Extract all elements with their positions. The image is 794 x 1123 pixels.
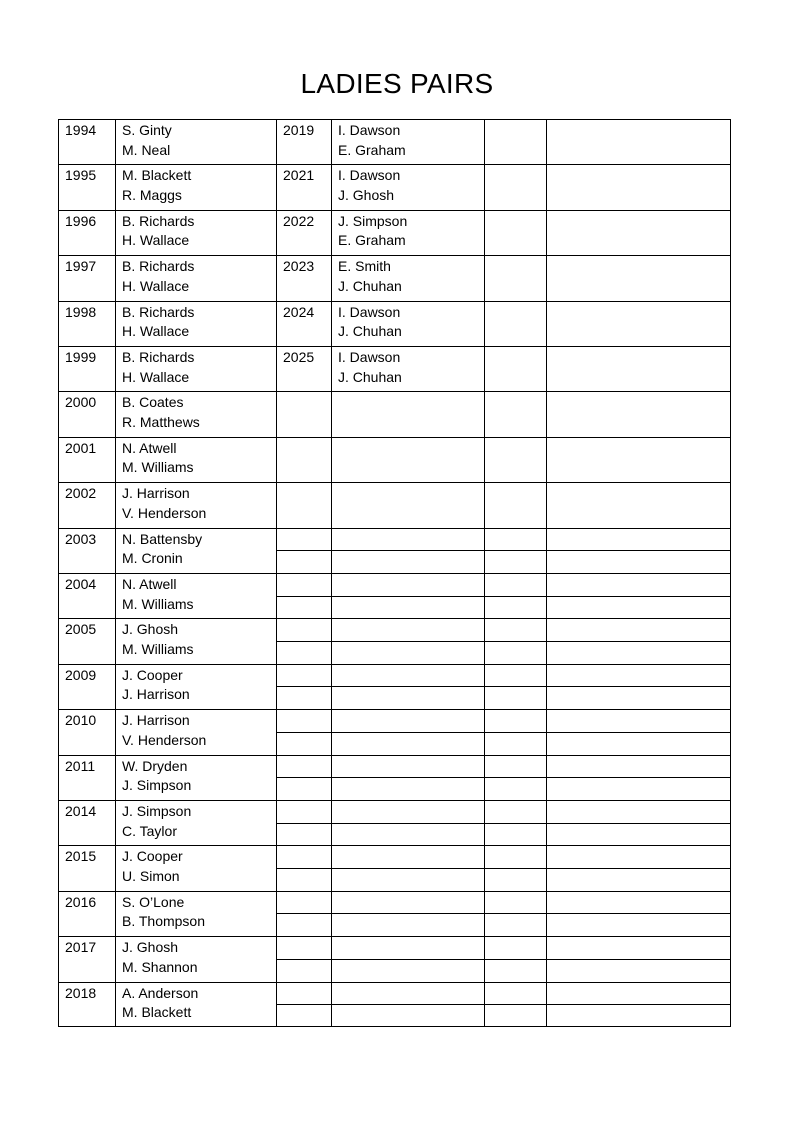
empty-cell	[276, 845, 332, 869]
year-cell-line: 1998	[65, 303, 97, 320]
empty-cell	[546, 868, 731, 892]
names-cell-line: J. Simpson	[122, 777, 192, 794]
year-cell-line: 2018	[65, 984, 97, 1001]
year-cell-line: 1995	[65, 167, 97, 184]
names-cell-line: B. Thompson	[122, 913, 206, 930]
names-cell-line: M. Blackett	[122, 1004, 192, 1021]
empty-cell	[546, 391, 731, 437]
names-cell-line: V. Henderson	[122, 731, 207, 748]
empty-cell	[546, 528, 731, 552]
names-cell	[115, 891, 277, 937]
names-cell-line: I. Dawson	[338, 303, 401, 320]
year-cell-line: 2003	[65, 530, 97, 547]
names-cell	[115, 210, 277, 256]
empty-cell	[276, 914, 332, 938]
empty-cell	[546, 641, 731, 665]
year-cell	[276, 482, 332, 528]
names-cell-line: J. Harrison	[122, 686, 190, 703]
empty-cell	[484, 119, 547, 165]
names-cell	[331, 346, 485, 392]
empty-cell	[276, 755, 332, 779]
empty-cell	[276, 528, 332, 552]
year-cell	[276, 391, 332, 437]
empty-cell	[484, 164, 547, 210]
empty-cell	[546, 823, 731, 847]
names-cell-line: C. Taylor	[122, 822, 177, 839]
empty-cell	[546, 255, 731, 301]
names-cell	[115, 709, 277, 755]
year-cell	[58, 528, 116, 574]
names-cell-line: B. Richards	[122, 212, 195, 229]
empty-cell	[331, 823, 485, 847]
names-cell-line: N. Battensby	[122, 530, 203, 547]
empty-cell	[484, 732, 547, 756]
names-cell-line: S. Ginty	[122, 122, 172, 138]
year-cell	[276, 437, 332, 483]
empty-cell	[484, 1004, 547, 1027]
names-cell-line: J. Chuhan	[338, 323, 402, 340]
empty-cell	[484, 687, 547, 711]
names-cell	[115, 800, 277, 846]
empty-cell	[546, 119, 731, 165]
year-cell-line: 2001	[65, 439, 97, 456]
names-cell-line: H. Wallace	[122, 368, 190, 385]
year-cell-line: 2024	[283, 303, 315, 320]
year-cell	[58, 664, 116, 710]
empty-cell	[484, 437, 547, 483]
empty-cell	[484, 255, 547, 301]
names-cell-line: M. Williams	[122, 595, 194, 612]
year-cell-line: 2004	[65, 576, 97, 592]
names-cell-line: N. Atwell	[122, 439, 177, 456]
empty-cell	[331, 664, 485, 688]
names-cell-line: J. Chuhan	[338, 368, 402, 385]
year-cell-line: 2023	[283, 258, 315, 275]
empty-cell	[276, 641, 332, 665]
year-cell-line: 2014	[65, 803, 97, 819]
names-cell	[331, 210, 485, 256]
names-cell	[331, 119, 485, 165]
year-cell-line: 2019	[283, 122, 315, 138]
empty-cell	[331, 709, 485, 733]
names-cell-line: J. Ghosh	[122, 939, 179, 956]
empty-cell	[276, 596, 332, 620]
names-cell	[115, 255, 277, 301]
empty-cell	[484, 868, 547, 892]
names-cell-line: J. Chuhan	[338, 277, 402, 294]
names-cell-line: J. Harrison	[122, 712, 190, 729]
empty-cell	[484, 891, 547, 915]
names-cell-line: J. Harrison	[122, 485, 190, 502]
empty-cell	[331, 596, 485, 620]
empty-cell	[276, 550, 332, 574]
year-cell	[58, 164, 116, 210]
empty-cell	[331, 687, 485, 711]
empty-cell	[546, 800, 731, 824]
empty-cell	[331, 982, 485, 1006]
empty-cell	[484, 391, 547, 437]
names-cell-line: M. Williams	[122, 640, 194, 657]
year-cell	[58, 982, 116, 1027]
names-cell-line: I. Dawson	[338, 349, 401, 365]
names-cell-line: M. Neal	[122, 141, 171, 158]
names-cell	[115, 119, 277, 165]
year-cell	[58, 346, 116, 392]
empty-cell	[484, 482, 547, 528]
empty-cell	[276, 959, 332, 983]
year-cell-line: 2005	[65, 621, 97, 638]
names-cell	[331, 437, 485, 483]
empty-cell	[484, 301, 547, 347]
empty-cell	[331, 1004, 485, 1027]
page-title: LADIES PAIRS	[300, 68, 494, 99]
empty-cell	[276, 687, 332, 711]
empty-cell	[546, 982, 731, 1006]
empty-cell	[276, 573, 332, 597]
empty-cell	[546, 755, 731, 779]
year-cell	[58, 800, 116, 846]
year-cell	[276, 301, 332, 347]
names-cell	[115, 573, 277, 619]
names-cell-line: J. Simpson	[122, 803, 192, 819]
names-cell	[115, 528, 277, 574]
empty-cell	[484, 596, 547, 620]
empty-cell	[546, 959, 731, 983]
empty-cell	[276, 868, 332, 892]
year-cell-line: 2010	[65, 712, 97, 729]
year-cell-line: 2021	[283, 167, 315, 184]
empty-cell	[546, 346, 731, 392]
year-cell-line: 1997	[65, 258, 97, 275]
empty-cell	[484, 528, 547, 552]
year-cell	[58, 755, 116, 801]
empty-cell	[484, 914, 547, 938]
empty-cell	[546, 164, 731, 210]
names-cell	[331, 164, 485, 210]
empty-cell	[331, 528, 485, 552]
empty-cell	[546, 596, 731, 620]
names-cell	[115, 982, 277, 1027]
year-cell-line: 2000	[65, 394, 97, 411]
empty-cell	[484, 210, 547, 256]
empty-cell	[276, 777, 332, 801]
year-cell-line: 1996	[65, 212, 97, 229]
names-cell-line: M. Shannon	[122, 958, 198, 975]
names-cell	[115, 301, 277, 347]
names-cell-line: V. Henderson	[122, 504, 207, 521]
empty-cell	[484, 618, 547, 642]
empty-cell	[546, 1004, 731, 1027]
names-cell-line: R. Maggs	[122, 186, 182, 203]
empty-cell	[331, 550, 485, 574]
empty-cell	[546, 482, 731, 528]
empty-cell	[546, 777, 731, 801]
empty-cell	[331, 573, 485, 597]
empty-cell	[276, 982, 332, 1006]
names-cell-line: J. Ghosh	[338, 186, 395, 203]
empty-cell	[276, 936, 332, 960]
names-cell-line: H. Wallace	[122, 323, 190, 340]
names-cell	[115, 391, 277, 437]
year-cell-line: 2017	[65, 939, 97, 956]
empty-cell	[484, 936, 547, 960]
year-cell	[276, 119, 332, 165]
year-cell-line: 2022	[283, 212, 315, 229]
names-cell-line: E. Smith	[338, 258, 391, 275]
empty-cell	[546, 914, 731, 938]
empty-cell	[331, 959, 485, 983]
empty-cell	[484, 664, 547, 688]
empty-cell	[484, 573, 547, 597]
year-cell	[58, 255, 116, 301]
empty-cell	[484, 982, 547, 1006]
empty-cell	[484, 550, 547, 574]
empty-cell	[276, 800, 332, 824]
empty-cell	[546, 845, 731, 869]
year-cell-line: 2009	[65, 666, 97, 683]
names-cell-line: M. Blackett	[122, 167, 192, 184]
empty-cell	[546, 664, 731, 688]
names-cell	[331, 391, 485, 437]
empty-cell	[331, 732, 485, 756]
year-cell	[58, 891, 116, 937]
year-cell	[58, 573, 116, 619]
names-cell	[331, 482, 485, 528]
empty-cell	[331, 891, 485, 915]
names-cell	[115, 755, 277, 801]
year-cell	[58, 709, 116, 755]
names-cell-line: M. Cronin	[122, 550, 183, 567]
names-cell	[115, 346, 277, 392]
names-cell-line: R. Matthews	[122, 413, 200, 430]
names-cell	[115, 164, 277, 210]
empty-cell	[331, 618, 485, 642]
year-cell	[276, 164, 332, 210]
names-cell-line: H. Wallace	[122, 277, 190, 294]
year-cell	[58, 301, 116, 347]
empty-cell	[331, 641, 485, 665]
results-table	[58, 119, 730, 1027]
names-cell	[115, 618, 277, 664]
empty-cell	[276, 664, 332, 688]
names-cell-line: M. Williams	[122, 459, 194, 476]
year-cell-line: 2002	[65, 485, 97, 502]
empty-cell	[276, 618, 332, 642]
names-cell-line: J. Ghosh	[122, 621, 179, 638]
names-cell-line: J. Cooper	[122, 666, 183, 683]
year-cell-line: 2011	[65, 757, 96, 774]
names-cell	[115, 845, 277, 891]
year-cell	[276, 210, 332, 256]
empty-cell	[546, 210, 731, 256]
names-cell-line: B. Richards	[122, 258, 195, 275]
empty-cell	[276, 891, 332, 915]
empty-cell	[484, 755, 547, 779]
year-cell	[58, 119, 116, 165]
names-cell-line: E. Graham	[338, 232, 406, 249]
empty-cell	[546, 618, 731, 642]
names-cell-line: E. Graham	[338, 141, 406, 158]
names-cell	[115, 664, 277, 710]
empty-cell	[546, 437, 731, 483]
year-cell	[58, 845, 116, 891]
empty-cell	[276, 709, 332, 733]
names-cell-line: W. Dryden	[122, 757, 188, 774]
empty-cell	[331, 914, 485, 938]
empty-cell	[546, 891, 731, 915]
empty-cell	[331, 755, 485, 779]
names-cell-line: B. Richards	[122, 349, 195, 365]
year-cell	[58, 618, 116, 664]
year-cell	[58, 437, 116, 483]
year-cell	[58, 936, 116, 982]
empty-cell	[546, 573, 731, 597]
year-cell-line: 2016	[65, 893, 97, 910]
names-cell	[115, 936, 277, 982]
names-cell	[115, 482, 277, 528]
names-cell-line: S. O’Lone	[122, 893, 185, 910]
year-cell-line: 1999	[65, 349, 97, 365]
empty-cell	[484, 777, 547, 801]
names-cell-line: J. Simpson	[338, 212, 408, 229]
empty-cell	[484, 823, 547, 847]
empty-cell	[276, 732, 332, 756]
year-cell-line: 1994	[65, 122, 97, 138]
empty-cell	[484, 959, 547, 983]
names-cell	[331, 301, 485, 347]
empty-cell	[276, 823, 332, 847]
empty-cell	[484, 800, 547, 824]
year-cell-line: 2025	[283, 349, 315, 365]
names-cell-line: I. Dawson	[338, 167, 401, 184]
names-cell-line: A. Anderson	[122, 984, 199, 1001]
names-cell-line: B. Richards	[122, 303, 195, 320]
empty-cell	[484, 845, 547, 869]
empty-cell	[546, 301, 731, 347]
empty-cell	[546, 936, 731, 960]
empty-cell	[546, 550, 731, 574]
names-cell-line: U. Simon	[122, 867, 180, 884]
empty-cell	[331, 800, 485, 824]
names-cell	[115, 437, 277, 483]
empty-cell	[331, 845, 485, 869]
empty-cell	[331, 868, 485, 892]
empty-cell	[331, 777, 485, 801]
empty-cell	[276, 1004, 332, 1027]
year-cell	[58, 210, 116, 256]
empty-cell	[484, 641, 547, 665]
empty-cell	[484, 709, 547, 733]
year-cell	[58, 391, 116, 437]
empty-cell	[546, 732, 731, 756]
names-cell-line: B. Coates	[122, 394, 184, 411]
names-cell-line: H. Wallace	[122, 232, 190, 249]
empty-cell	[484, 346, 547, 392]
empty-cell	[546, 687, 731, 711]
empty-cell	[546, 709, 731, 733]
year-cell	[276, 346, 332, 392]
names-cell-line: I. Dawson	[338, 122, 401, 138]
names-cell-line: J. Cooper	[122, 848, 183, 865]
year-cell-line: 2015	[65, 848, 97, 865]
year-cell	[276, 255, 332, 301]
names-cell-line: N. Atwell	[122, 576, 177, 592]
year-cell	[58, 482, 116, 528]
empty-cell	[331, 936, 485, 960]
names-cell	[331, 255, 485, 301]
